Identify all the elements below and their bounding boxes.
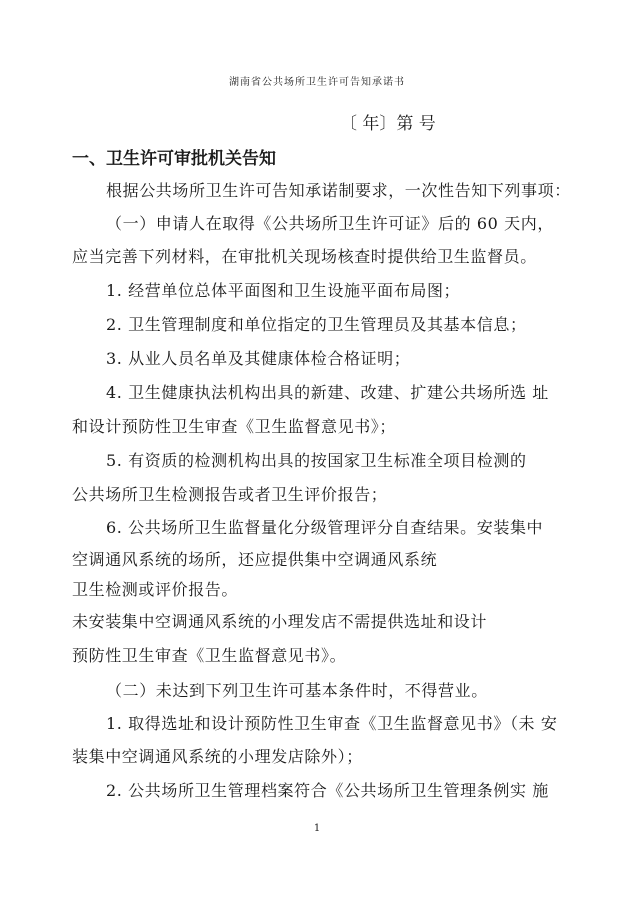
section-heading: 一、卫生许可审批机关告知 bbox=[72, 149, 276, 169]
body-line: 和设计预防性卫生审查《卫生监督意见书》； bbox=[72, 417, 397, 436]
body-line: 根据公共场所卫生许可告知承诺制要求，一次性告知下列事项： bbox=[106, 181, 571, 200]
body-line: 应当完善下列材料，在审批机关现场核查时提供给卫生监督员。 bbox=[72, 247, 537, 266]
body-line: 装集中空调通风系统的小理发店除外）； bbox=[72, 747, 363, 766]
body-line: 2. 公共场所卫生管理档案符合《公共场所卫生管理条例实 施 bbox=[106, 781, 549, 800]
body-line: 空调通风系统的场所，还应提供集中空调通风系统 bbox=[72, 550, 438, 569]
body-line: 未安装集中空调通风系统的小理发店不需提供选址和设计 bbox=[72, 612, 488, 631]
body-line: 公共场所卫生检测报告或者卫生评价报告； bbox=[72, 485, 388, 504]
body-line: 2. 卫生管理制度和单位指定的卫生管理员及其基本信息； bbox=[106, 315, 527, 334]
body-line: 预防性卫生审查《卫生监督意见书》。 bbox=[72, 646, 347, 665]
body-line: 1. 取得选址和设计预防性卫生审查《卫生监督意见书》（未 安 bbox=[106, 714, 558, 733]
body-line: （一）申请人在取得《公共场所卫生许可证》后的 60 天内， bbox=[106, 214, 554, 233]
body-line: （二）未达到下列卫生许可基本条件时，不得营业。 bbox=[106, 681, 488, 700]
body-line: 1. 经营单位总体平面图和卫生设施平面布局图； bbox=[106, 281, 461, 300]
body-line: 4. 卫生健康执法机构出具的新建、改建、扩建公共场所选 址 bbox=[106, 383, 549, 402]
document-title: 湖南省公共场所卫生许可告知承诺书 bbox=[229, 77, 405, 88]
body-line: 6. 公共场所卫生监督量化分级管理评分自查结果。安装集中 bbox=[106, 518, 544, 537]
document-number: 〔 年〕第 号 bbox=[340, 114, 436, 134]
body-line: 3. 从业人员名单及其健康体检合格证明； bbox=[106, 349, 411, 368]
body-line: 5. 有资质的检测机构出具的按国家卫生标准全项目检测的 bbox=[106, 451, 527, 470]
page-number: 1 bbox=[313, 823, 321, 834]
body-line: 卫生检测或评价报告。 bbox=[72, 580, 239, 599]
